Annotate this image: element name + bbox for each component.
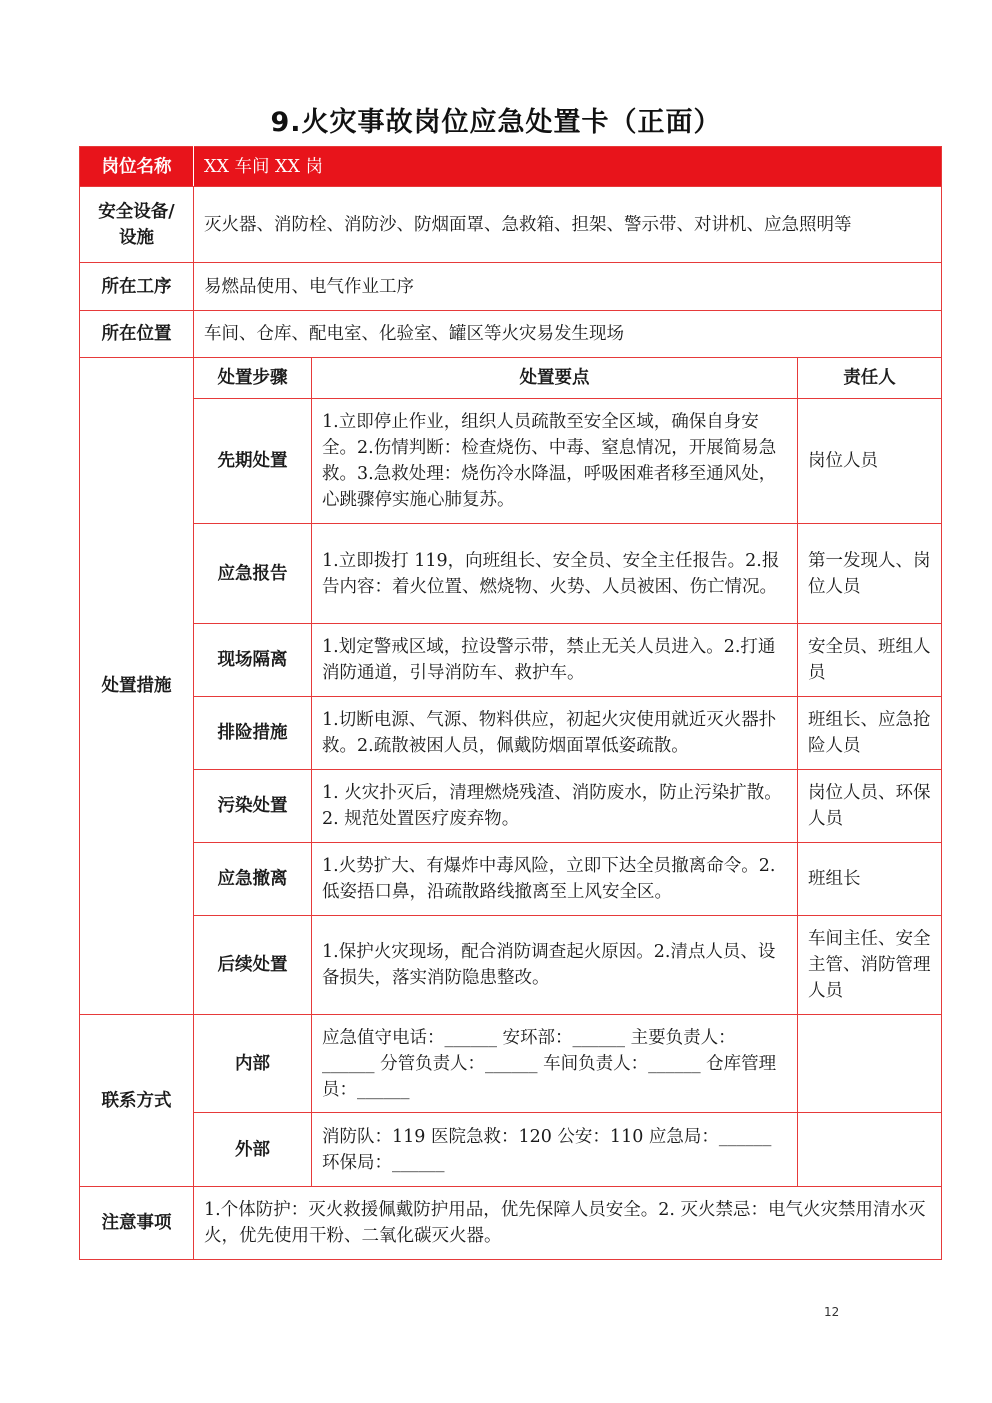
measure-points: 1. 火灾扑灭后，清理燃烧残渣、消防废水，防止污染扩散。2. 规范处置医疗废弃物。	[312, 770, 798, 843]
measure-row	[80, 399, 942, 524]
equipment-value: 灭火器、消防栓、消防沙、防烟面罩、急救箱、担架、警示带、对讲机、应急照明等	[194, 187, 942, 263]
contact-internal-row	[80, 1015, 942, 1113]
process-row	[80, 263, 942, 311]
page-title: 9.火灾事故岗位应急处置卡（正面）	[270, 107, 722, 138]
measure-points: 1.保护火灾现场，配合消防调查起火原因。2.清点人员、设备损失，落实消防隐患整改。	[312, 916, 798, 1015]
notes-row	[80, 1187, 942, 1260]
measure-points: 1.立即拨打 119，向班组长、安全员、安全主任报告。2.报告内容：着火位置、燃烧物、火势、人员被困、伤亡情况。	[312, 524, 798, 624]
external-label: 外部	[194, 1113, 312, 1187]
post-name-label: 岗位名称	[80, 147, 194, 187]
process-label: 所在工序	[80, 263, 194, 311]
contacts-label: 联系方式	[80, 1015, 194, 1187]
internal-contacts: 应急值守电话：______ 安环部：______ 主要负责人：______ 分管负责人：______ 车间负责人：______ 仓库管理员：______	[312, 1015, 798, 1113]
points-header: 处置要点	[312, 358, 798, 399]
measure-row	[80, 843, 942, 916]
measure-responsible: 第一发现人、岗位人员	[798, 524, 942, 624]
measures-header-row	[80, 358, 942, 399]
measures-label: 处置措施	[80, 358, 194, 1015]
measure-row	[80, 524, 942, 624]
measure-step: 污染处置	[194, 770, 312, 843]
post-name-value: XX 车间 XX 岗	[194, 147, 942, 187]
contact-external-row	[80, 1113, 942, 1187]
internal-blank-cell	[798, 1015, 942, 1113]
measure-points: 1.切断电源、气源、物料供应，初起火灾使用就近灭火器扑救。2.疏散被困人员，佩戴防烟面罩低姿疏散。	[312, 697, 798, 770]
location-value: 车间、仓库、配电室、化验室、罐区等火灾易发生现场	[194, 311, 942, 358]
step-header: 处置步骤	[194, 358, 312, 399]
measure-row	[80, 916, 942, 1015]
measure-responsible: 班组长	[798, 843, 942, 916]
measure-step: 先期处置	[194, 399, 312, 524]
measure-step: 后续处置	[194, 916, 312, 1015]
measure-responsible: 安全员、班组人员	[798, 624, 942, 697]
notes-label: 注意事项	[80, 1187, 194, 1260]
equipment-row	[80, 187, 942, 263]
measure-points: 1.立即停止作业，组织人员疏散至安全区域，确保自身安全。2.伤情判断：检查烧伤、中毒、窒息情况，开展简易急救。3.急救处理：烧伤冷水降温，呼吸困难者移至通风处，心跳骤停实施心肺复苏。	[312, 399, 798, 524]
page-number: 12	[824, 1305, 840, 1319]
measure-responsible: 岗位人员	[798, 399, 942, 524]
measure-row	[80, 770, 942, 843]
post-name-row	[80, 147, 942, 187]
external-contacts: 消防队：119 医院急救：120 公安：110 应急局：______ 环保局：______	[312, 1113, 798, 1187]
equipment-label: 安全设备/设施	[80, 187, 194, 263]
measure-step: 应急撤离	[194, 843, 312, 916]
emergency-card-table	[79, 146, 942, 1260]
measure-step: 应急报告	[194, 524, 312, 624]
measure-responsible: 车间主任、安全主管、消防管理人员	[798, 916, 942, 1015]
measure-points: 1.划定警戒区域，拉设警示带，禁止无关人员进入。2.打通消防通道，引导消防车、救护车。	[312, 624, 798, 697]
location-row	[80, 311, 942, 358]
measure-row	[80, 697, 942, 770]
notes-value: 1.个体防护：灭火救援佩戴防护用品，优先保障人员安全。2. 灭火禁忌：电气火灾禁用清水灭火，优先使用干粉、二氧化碳灭火器。	[194, 1187, 942, 1260]
measure-points: 1.火势扩大、有爆炸中毒风险，立即下达全员撤离命令。2.低姿捂口鼻，沿疏散路线撤离至上风安全区。	[312, 843, 798, 916]
measure-responsible: 岗位人员、环保人员	[798, 770, 942, 843]
process-value: 易燃品使用、电气作业工序	[194, 263, 942, 311]
measure-step: 现场隔离	[194, 624, 312, 697]
measure-row	[80, 624, 942, 697]
responsible-header: 责任人	[798, 358, 942, 399]
measure-step: 排险措施	[194, 697, 312, 770]
measure-responsible: 班组长、应急抢险人员	[798, 697, 942, 770]
location-label: 所在位置	[80, 311, 194, 358]
external-blank-cell	[798, 1113, 942, 1187]
internal-label: 内部	[194, 1015, 312, 1113]
